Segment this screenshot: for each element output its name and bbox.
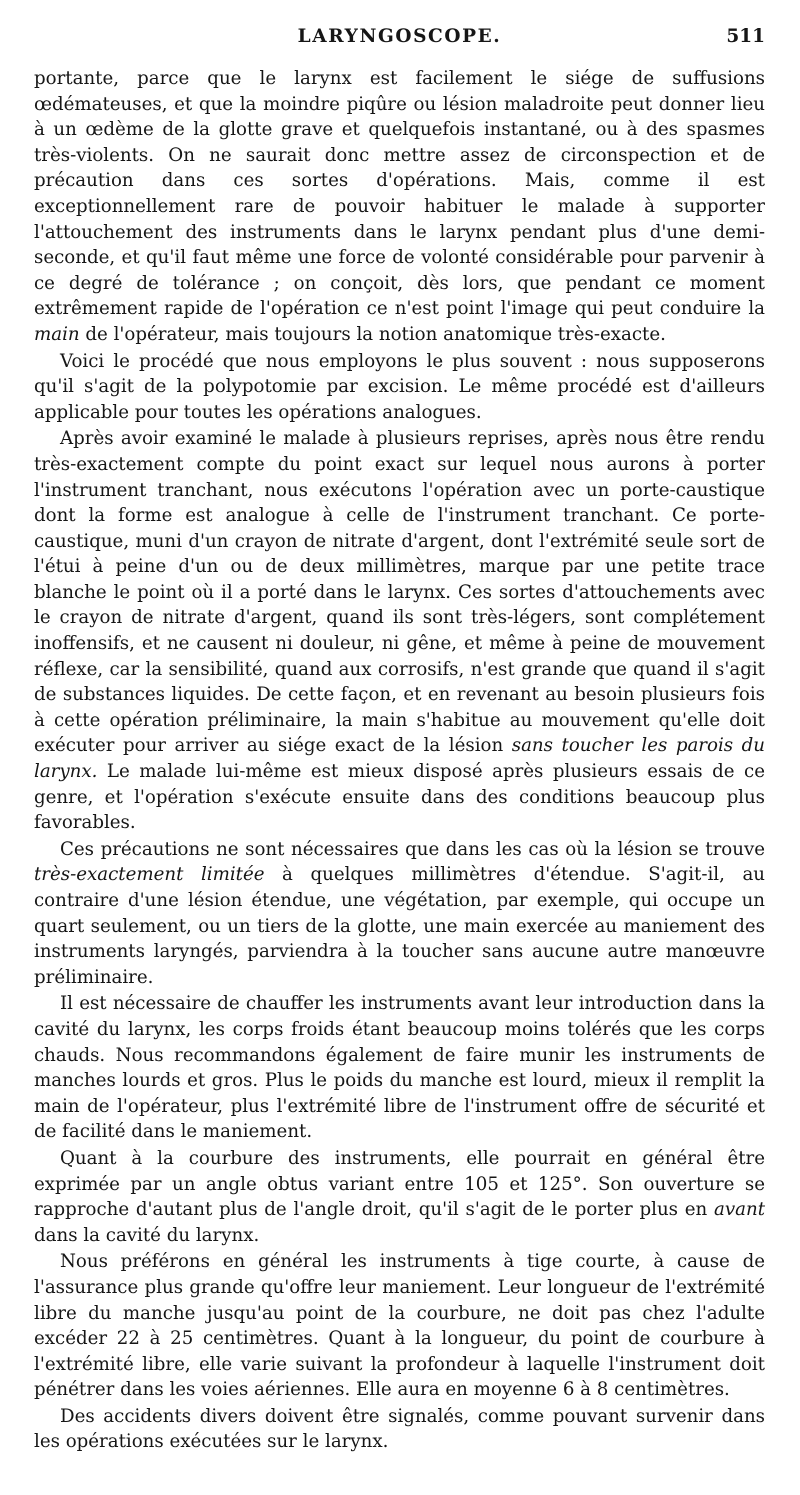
text-run: Voici le procédé que nous employons le plus souvent : nous supposerons qu'il s'agit de la polypotomie par excision. Le même procédé est d'ailleurs applicable pour toutes les opérations analogues. bbox=[34, 350, 765, 423]
text-run: de l'opérateur, mais toujours la notion anatomique très-exacte. bbox=[79, 323, 666, 345]
text-run: Il est nécessaire de chauffer les instruments avant leur introduction dans la cavité du larynx, les corps froids étant beaucoup moins tolérés que les corps chauds. Nous recommandons également de faire munir les instruments de manches lourds et gros. Plus le poids du manche est lourd, mieux il remplit la main de l'opérateur, plus l'extrémité libre de l'instrument offre de sécurité et de facilité dans le maniement. bbox=[34, 993, 765, 1143]
text-run: Ces précautions ne sont nécessaires que dans les cas où la lésion se trouve bbox=[60, 838, 765, 860]
italic-text-run: sans toucher les parois du larynx. bbox=[34, 735, 765, 783]
text-run: Des accidents divers doivent être signalés, comme pouvant survenir dans les opérations exécutées sur le larynx. bbox=[34, 1405, 765, 1453]
body-text bbox=[34, 66, 765, 1456]
paragraph bbox=[34, 426, 765, 836]
italic-text-run: avant bbox=[714, 1199, 765, 1221]
text-run: Le malade lui-même est mieux disposé après plusieurs essais de ce genre, et l'opération s'exécute ensuite dans des conditions beaucoup plus favorables. bbox=[34, 761, 765, 834]
page-number: 511 bbox=[726, 26, 765, 47]
text-run: Quant à la courbure des instruments, elle pourrait en général être exprimée par un angle obtus variant entre 105 et 125°. Son ouverture se rapproche d'autant plus de l'angle droit, qu'il s'agit de le porter plus en bbox=[34, 1147, 765, 1221]
text-run: portante, parce que le larynx est facilement le siége de suffusions œdémateuses, et que la moindre piqûre ou lésion maladroite peut donner lieu à un œdème de la glotte grave et quelquefois instantané, ou à des spasmes très-violents. On ne saurait donc mettre assez de circonspection et de précaution dans ces sortes d'opérations. Mais, comme il est exceptionnellement rare de pouvoir habituer le malade à supporter l'attouchement des instruments dans le larynx pendant plus d'une demi-seconde, et qu'il faut même une force de volonté considérable pour parvenir à ce degré de tolérance ; on conçoit, dès lors, que pendant ce moment extrêmement rapide de l'opération ce n'est point l'image qui peut conduire la bbox=[34, 68, 765, 320]
paragraph bbox=[34, 1404, 765, 1455]
running-title: LARYNGOSCOPE. bbox=[297, 26, 502, 47]
paragraph bbox=[34, 349, 765, 426]
text-run: Nous préférons en général les instruments à tige courte, à cause de l'assurance plus grande qu'offre leur maniement. Leur longueur de l'extrémité libre du manche jusqu'au point de la courbure, ne doit pas chez l'adulte excéder 22 à 25 centimètres. Quant à la longueur, du point de courbure à l'extrémité libre, elle varie suivant la profondeur à laquelle l'instrument doit pénétrer dans les voies aériennes. Elle aura en moyenne 6 à 8 centimètres. bbox=[34, 1251, 765, 1401]
paragraph-continued bbox=[34, 66, 765, 348]
paragraph bbox=[34, 991, 765, 1145]
paragraph bbox=[34, 837, 765, 991]
text-run: à quelques millimètres d'étendue. S'agit-il, au contraire d'une lésion étendue, une végétation, par exemple, qui occupe un quart seulement, ou un tiers de la glotte, une main exercée au maniement des instruments laryngés, parviendra à la toucher sans aucune autre manœuvre préliminaire. bbox=[34, 864, 765, 988]
paragraph bbox=[34, 1146, 765, 1248]
text-run: Après avoir examiné le malade à plusieurs reprises, après nous être rendu très-exactement compte du point exact sur lequel nous aurons à porter l'instrument tranchant, nous exécutons l'opération avec un porte-caustique dont la forme est analogue à celle de l'instrument tranchant. Ce porte-caustique, muni d'un crayon de nitrate d'argent, dont l'extrémité seule sort de l'étui à peine d'un ou de deux millimètres, marque par une petite trace blanche le point où il a porté dans le larynx. Ces sortes d'attouchements avec le crayon de nitrate d'argent, quand ils sont très-légers, sont complétement inoffensifs, et ne causent ni douleur, ni gêne, et même à peine de mouvement réflexe, car la sensibilité, quand aux corrosifs, n'est grande que quand il s'agit de substances liquides. De cette façon, et en revenant au besoin plusieurs fois à cette opération préliminaire, la main s'habitue au mouvement qu'elle doit exécuter pour arriver au siége exact de la lésion bbox=[34, 428, 765, 757]
text-run: dans la cavité du larynx. bbox=[34, 1224, 260, 1246]
paragraph bbox=[34, 1249, 765, 1403]
italic-text-run: main bbox=[34, 323, 80, 345]
page-header bbox=[34, 26, 765, 60]
italic-text-run: très-exactement limitée bbox=[34, 864, 265, 886]
